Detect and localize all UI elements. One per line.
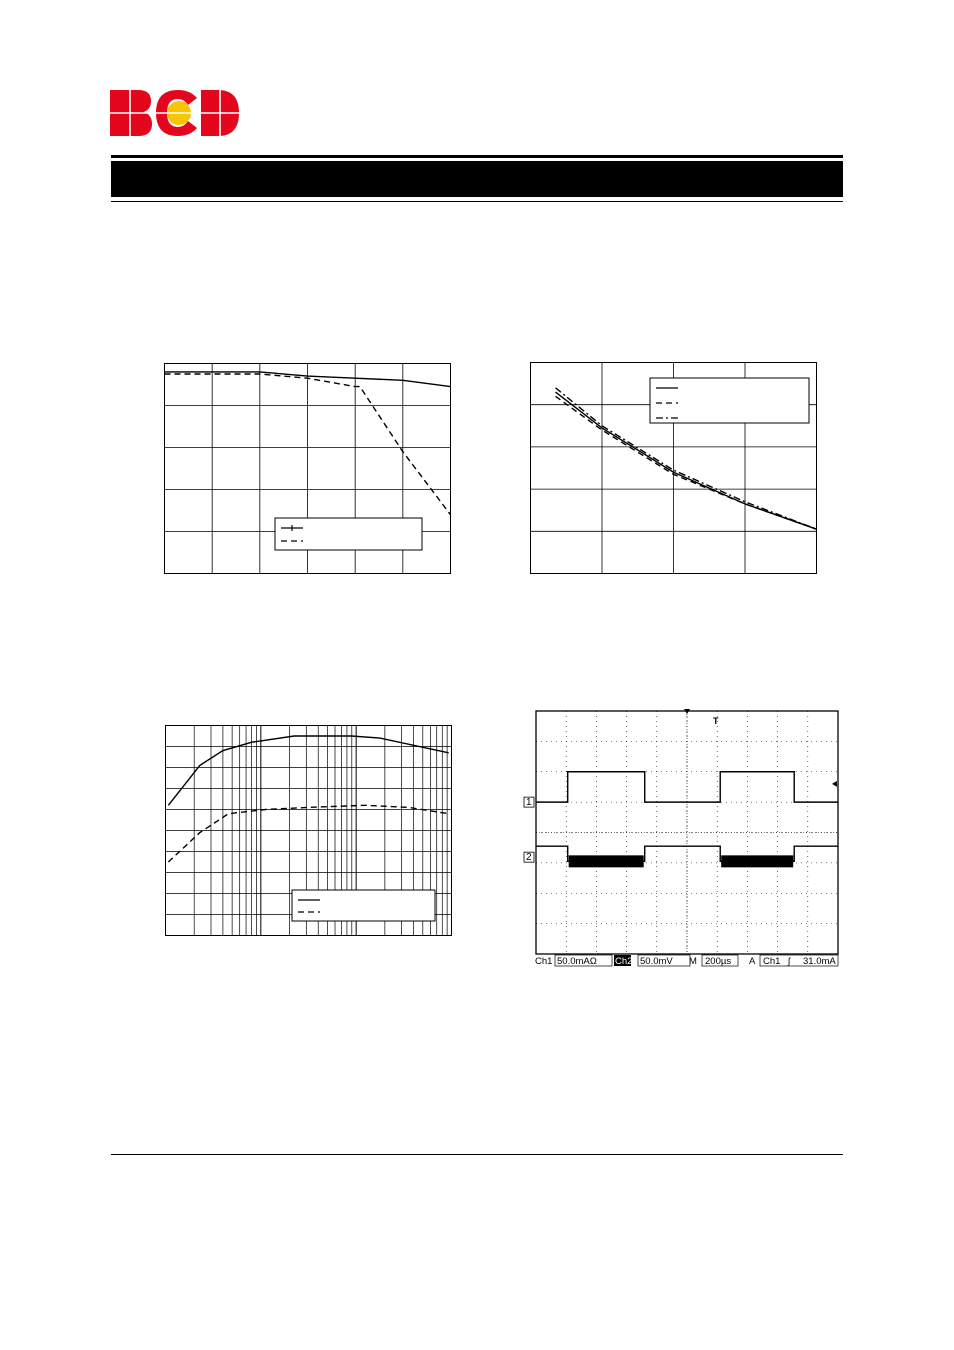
channel-2-noise-band-2	[721, 855, 793, 867]
chart-2-plot	[530, 362, 817, 574]
header-rule-bottom	[111, 201, 843, 202]
legend-box	[650, 378, 809, 423]
trigger-source: Ch1	[763, 956, 781, 967]
ch2-suffix: M	[689, 956, 697, 967]
ch1-scale: 50.0mAΩ	[557, 956, 597, 967]
company-logo	[108, 88, 242, 138]
trigger-slope: ʃ	[788, 956, 791, 967]
header-title-band	[111, 161, 843, 197]
header-rule-top	[111, 155, 843, 158]
oscilloscope-capture	[520, 705, 842, 970]
legend-box	[292, 890, 435, 921]
channel-2-noise-band-1	[569, 855, 644, 867]
ch2-label: Ch2	[615, 956, 633, 967]
oscilloscope-screen	[520, 705, 842, 970]
trigger-level: 31.0mA	[803, 956, 836, 967]
legend-box	[275, 518, 422, 550]
ch2-scale: 50.0mV	[640, 956, 673, 967]
chart-2	[530, 362, 817, 574]
trigger-position-marker: T	[713, 716, 719, 726]
chart-1-plot	[164, 363, 451, 574]
channel-2-marker: 2	[526, 852, 532, 864]
channel-1-marker: 1	[526, 797, 532, 809]
footer-rule	[111, 1154, 843, 1155]
ch1-label: Ch1	[535, 956, 553, 967]
chart-3	[165, 725, 452, 936]
time-base: 200µs	[705, 956, 732, 967]
chart-1	[164, 363, 451, 574]
chart-3-plot	[165, 725, 452, 936]
trigger-mode: A	[749, 956, 756, 967]
